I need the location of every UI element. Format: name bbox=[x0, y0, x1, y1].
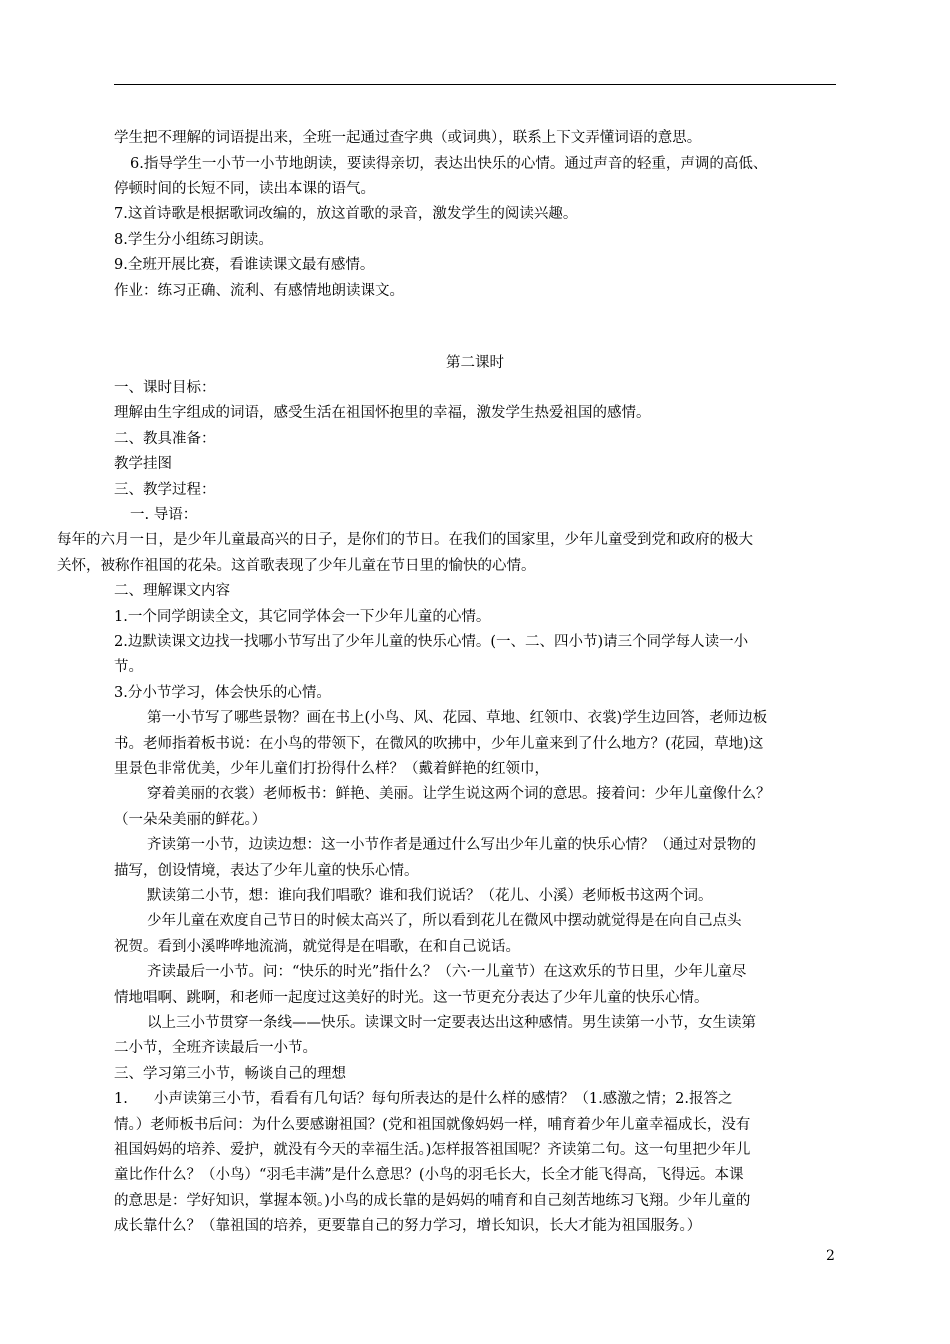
text-line: 8.学生分小组练习朗读。 bbox=[114, 232, 273, 248]
subheading-intro: 一. 导语： bbox=[130, 507, 198, 523]
list-number: 1. bbox=[114, 1091, 128, 1107]
text-line: 理解由生字组成的词语，感受生活在祖国怀抱里的幸福，激发学生热爱祖国的感情。 bbox=[114, 405, 651, 421]
text-line: 里景色非常优美，少年儿童们打扮得什么样？（戴着鲜艳的红领巾， bbox=[114, 761, 549, 777]
text-line: 默读第二小节，想：谁向我们唱歌？谁和我们说话？（花儿、小溪）老师板书这两个词。 bbox=[147, 888, 713, 904]
header-rule bbox=[114, 84, 836, 85]
text-line: 少年儿童在欢度自己节日的时候太高兴了，所以看到花儿在微风中摆动就觉得是在向自己点头 bbox=[147, 913, 742, 929]
text-line: 每年的六月一日，是少年儿童最高兴的日子，是你们的节日。在我们的国家里，少年儿童受到党和政府的极大 bbox=[57, 532, 753, 548]
text-line: 3.分小节学习，体会快乐的心情。 bbox=[114, 685, 331, 701]
text-line: 以上三小节贯穿一条线——快乐。读课文时一定要表达出这种感情。男生读第一小节，女生读第 bbox=[147, 1015, 756, 1031]
text-line: 1.一个同学朗读全文，其它同学体会一下少年儿童的心情。 bbox=[114, 609, 491, 625]
text-line: （一朵朵美丽的鲜花。） bbox=[114, 812, 267, 828]
text-line: 书。老师指着板书说：在小鸟的带领下，在微风的吹拂中，少年儿童来到了什么地方？(花园，草地)这 bbox=[114, 736, 764, 752]
text-line: 9.全班开展比赛，看谁读课文最有感情。 bbox=[114, 257, 375, 273]
text-line: 停顿时间的长短不同，读出本课的语气。 bbox=[114, 181, 375, 197]
text-line: 情地唱啊、跳啊，和老师一起度过这美好的时光。这一节更充分表达了少年儿童的快乐心情。 bbox=[114, 990, 709, 1006]
text-line: 齐读第一小节，边读边想：这一小节作者是通过什么写出少年儿童的快乐心情？（通过对景物的 bbox=[147, 837, 756, 853]
text-line: 2.边默读课文边找一找哪小节写出了少年儿童的快乐心情。(一、二、四小节)请三个同学每人读一小 bbox=[114, 634, 749, 650]
text-line: 二小节，全班齐读最后一小节。 bbox=[114, 1040, 317, 1056]
text-line: 7.这首诗歌是根据歌词改编的，放这首歌的录音，激发学生的阅读兴趣。 bbox=[114, 206, 578, 222]
text-line: 学生把不理解的词语提出来，全班一起通过查字典（或词典），联系上下文弄懂词语的意思。 bbox=[114, 130, 702, 146]
page-number: 2 bbox=[826, 1248, 835, 1264]
subheading-understand: 二、理解课文内容 bbox=[114, 583, 230, 599]
text-line: 童比作什么？（小鸟）“羽毛丰满”是什么意思？(小鸟的羽毛长大，长全才能飞得高，飞得远。本课 bbox=[114, 1167, 744, 1183]
section-title: 第二课时 bbox=[446, 355, 504, 371]
text-line: 祖国妈妈的培养、爱护，就没有今天的幸福生活。)怎样报答祖国呢？齐读第二句。这一句里把少年儿 bbox=[114, 1142, 751, 1158]
heading-objectives: 一、课时目标： bbox=[114, 380, 216, 396]
text-line: 祝贺。看到小溪哗哗地流淌，就觉得是在唱歌，在和自己说话。 bbox=[114, 939, 520, 955]
text-line: 教学挂图 bbox=[114, 456, 172, 472]
text-line: 描写，创设情境，表达了少年儿童的快乐心情。 bbox=[114, 863, 419, 879]
text-line bbox=[114, 1090, 844, 1108]
text-line: 作业：练习正确、流利、有感情地朗读课文。 bbox=[114, 283, 404, 299]
list-text: 小声读第三小节，看看有几句话？每句所表达的是什么样的感情？（1.感激之情；2.报答之 bbox=[153, 1091, 733, 1107]
text-line: 关怀，被称作祖国的花朵。这首歌表现了少年儿童在节日里的愉快的心情。 bbox=[57, 558, 536, 574]
text-line: 成长靠什么？（靠祖国的培养，更要靠自己的努力学习，增长知识，长大才能为祖国服务。） bbox=[114, 1218, 702, 1234]
text-line: 第一小节写了哪些景物？画在书上(小鸟、风、花园、草地、红领巾、衣裳)学生边回答，老师边板 bbox=[147, 710, 768, 726]
text-line: 节。 bbox=[114, 659, 143, 675]
text-line: 6.指导学生一小节一小节地朗读，要读得亲切，表达出快乐的心情。通过声音的轻重，声调的高低、 bbox=[130, 156, 768, 172]
heading-materials: 二、教具准备： bbox=[114, 431, 216, 447]
heading-process: 三、教学过程： bbox=[114, 482, 216, 498]
text-line: 的意思是：学好知识，掌握本领。)小鸟的成长靠的是妈妈的哺育和自己刻苦地练习飞翔。少年儿童的 bbox=[114, 1193, 751, 1209]
text-line: 齐读最后一小节。问：“快乐的时光”指什么？（六·一儿童节）在这欢乐的节日里，少年儿童尽 bbox=[147, 964, 747, 980]
text-line: 穿着美丽的衣裳）老师板书：鲜艳、美丽。让学生说这两个词的意思。接着问：少年儿童像什么？ bbox=[147, 786, 771, 802]
text-line: 情。）老师板书后问：为什么要感谢祖国？(党和祖国就像妈妈一样，哺育着少年儿童幸福成长，没有 bbox=[114, 1117, 751, 1133]
subheading-section3: 三、学习第三小节，畅谈自己的理想 bbox=[114, 1066, 346, 1082]
